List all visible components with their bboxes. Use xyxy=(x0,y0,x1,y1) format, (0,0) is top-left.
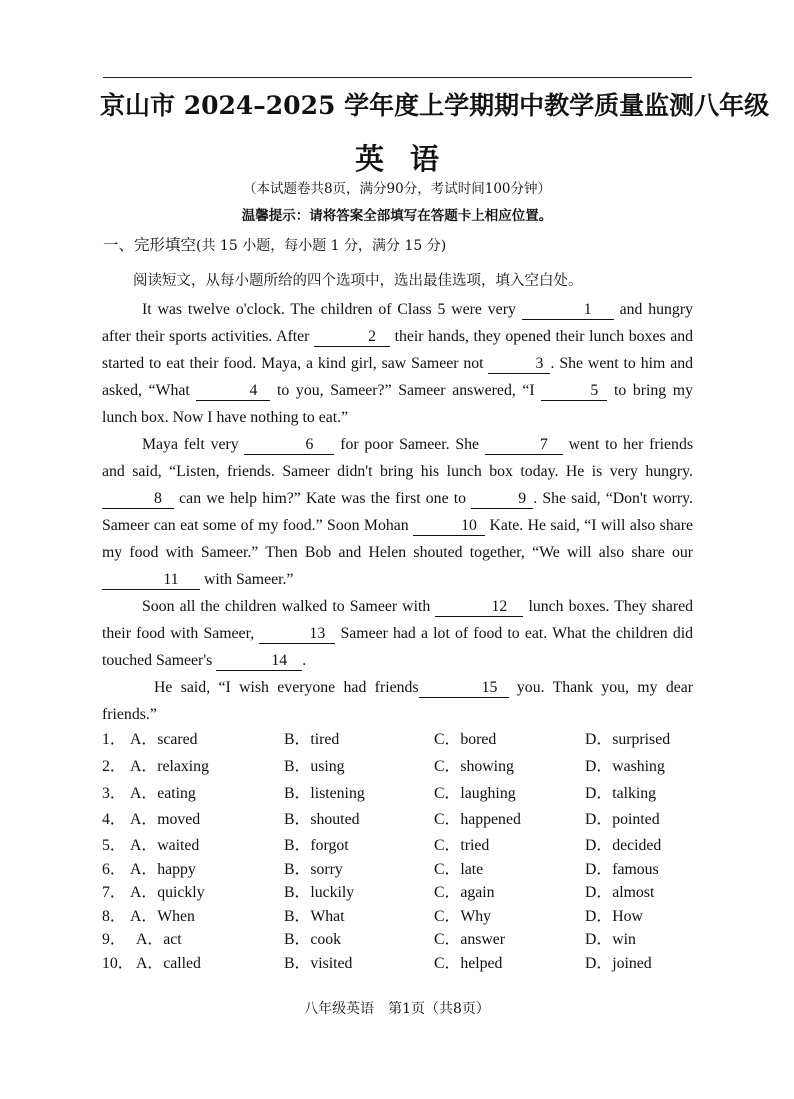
option-b: B．sorry xyxy=(284,861,343,878)
option-c: C．answer xyxy=(434,931,506,948)
option-a: A．relaxing xyxy=(130,758,209,775)
option-a: A．eating xyxy=(130,785,196,802)
option-b: B．shouted xyxy=(284,811,360,828)
page-footer: 八年级英语 第1页（共8页） xyxy=(304,1001,490,1017)
option-d: D．decided xyxy=(585,837,662,854)
blank-7: 7 xyxy=(485,436,563,455)
option-b: B．cook xyxy=(284,931,342,948)
blank-1: 1 xyxy=(522,301,614,320)
option-c: C．showing xyxy=(434,758,514,775)
option-c: C．helped xyxy=(434,955,503,972)
question-number: 5． xyxy=(102,837,126,854)
question-row xyxy=(0,926,794,948)
question-number: 1． xyxy=(102,731,126,748)
top-rule xyxy=(103,77,692,78)
blank-4: 4 xyxy=(196,382,270,401)
option-b: B．tired xyxy=(284,731,340,748)
blank-12: 12 xyxy=(435,598,523,617)
paragraph-2: Maya felt very 6 for poor Sameer. She 7 went to her friends and said, “Listen, friends. Sameer didn't bring his lunch box today. He is very hungry. 8 can we help him?” Kate was the first one to 9 . She said, “Don't worry. Sameer can eat some of my food.” Soon Mohan 10 Kate. He said, “I will also share my food with Sameer.” Then Bob and Helen shouted together, “We will also share our11 with Sameer.” xyxy=(102,436,694,588)
option-a: A．waited xyxy=(130,837,200,854)
paragraph-3: Soon all the children walked to Sameer with 12 lunch boxes. They shared their food with Sameer, 13 Sameer had a lot of food to eat. What the children did touched Sameer's 14 . xyxy=(102,598,694,669)
question-row xyxy=(0,903,794,925)
blank-9: 9 xyxy=(471,490,533,509)
option-a: A．happy xyxy=(130,861,196,878)
question-number: 4． xyxy=(102,811,126,828)
paragraph-1: It was twelve o'clock. The children of Class 5 were very 1 and hungry after their sports activities. After 2 their hands, they opened their lunch boxes and started to eat their food. Maya, a kind girl, saw Sameer not 3 . She went to him and asked, “What 4 to you, Sameer?” Sameer answered, “I 5 to bring my lunch box. Now I have nothing to eat.” xyxy=(102,301,694,426)
blank-8: 8 xyxy=(102,490,174,509)
option-a: A．quickly xyxy=(130,884,205,901)
question-number: 9． xyxy=(102,931,126,948)
option-d: D．How xyxy=(585,908,643,925)
section-title: 一、完形填空 xyxy=(103,236,197,254)
option-a: A．act xyxy=(136,931,182,948)
warm-tip: 温馨提示：请将答案全部填写在答题卡上相应位置。 xyxy=(241,208,553,224)
option-c: C．again xyxy=(434,884,495,901)
option-c: C．happened xyxy=(434,811,521,828)
question-row xyxy=(0,806,794,828)
option-b: B．forgot xyxy=(284,837,349,854)
question-number: 7． xyxy=(102,884,126,901)
option-d: D．win xyxy=(585,931,636,948)
option-b: B．using xyxy=(284,758,345,775)
exam-title: 京山市 2024–2025 学年度上学期期中教学质量监测八年级 xyxy=(100,91,770,120)
subject-title: 英语 xyxy=(354,142,465,176)
paragraph-4: He said, “I wish everyone had friends 15 you. Thank you, my dear friends.” xyxy=(102,679,694,723)
blank-11: 11 xyxy=(102,571,200,590)
question-number: 10． xyxy=(102,955,134,972)
option-c: C．Why xyxy=(434,908,492,925)
option-b: B．What xyxy=(284,908,345,925)
option-d: D．famous xyxy=(585,861,659,878)
option-c: C．laughing xyxy=(434,785,516,802)
question-row xyxy=(0,780,794,802)
blank-13: 13 xyxy=(259,625,335,644)
question-number: 6． xyxy=(102,861,126,878)
option-b: B．listening xyxy=(284,785,365,802)
option-c: C．bored xyxy=(434,731,497,748)
option-d: D．washing xyxy=(585,758,665,775)
option-b: B．visited xyxy=(284,955,353,972)
section-detail: (共 15 小题，每小题 1 分，满分 15 分) xyxy=(196,238,447,254)
blank-10: 10 xyxy=(413,517,485,536)
question-row xyxy=(0,832,794,854)
blank-5: 5 xyxy=(541,382,607,401)
question-row xyxy=(0,856,794,878)
option-a: A．moved xyxy=(130,811,201,828)
option-c: C．tried xyxy=(434,837,490,854)
option-d: D．talking xyxy=(585,785,657,802)
question-number: 8． xyxy=(102,908,126,925)
question-number: 2． xyxy=(102,758,126,775)
option-b: B．luckily xyxy=(284,884,355,901)
option-a: A．scared xyxy=(130,731,198,748)
blank-14: 14 xyxy=(216,652,302,671)
blank-15: 15 xyxy=(419,679,509,698)
question-row xyxy=(0,753,794,775)
cloze-passage xyxy=(102,296,693,728)
section-heading xyxy=(103,233,446,255)
option-c: C．late xyxy=(434,861,484,878)
section-instruction: 阅读短文，从每小题所给的四个选项中，选出最佳选项，填入空白处。 xyxy=(133,273,583,289)
option-d: D．almost xyxy=(585,884,655,901)
question-row xyxy=(0,726,794,748)
option-a: A．When xyxy=(130,908,195,925)
option-a: A．called xyxy=(136,955,201,972)
option-d: D．joined xyxy=(585,955,652,972)
blank-3: 3 xyxy=(488,355,550,374)
blank-2: 2 xyxy=(314,328,390,347)
option-d: D．pointed xyxy=(585,811,660,828)
question-row xyxy=(0,950,794,972)
question-number: 3． xyxy=(102,785,126,802)
blank-6: 6 xyxy=(244,436,334,455)
exam-info: （本试题卷共8页，满分90分，考试时间100分钟） xyxy=(242,181,552,197)
question-row xyxy=(0,879,794,901)
option-d: D．surprised xyxy=(585,731,671,748)
